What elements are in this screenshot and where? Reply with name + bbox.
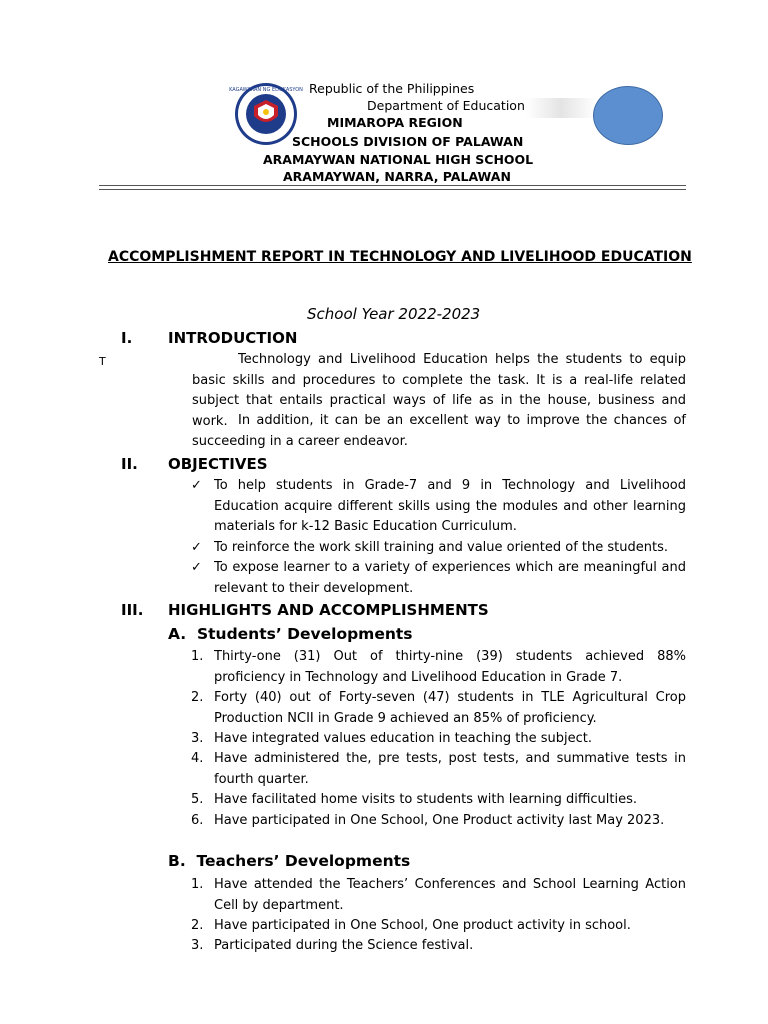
checkmark-icon: ✓ xyxy=(191,478,202,493)
header-republic: Republic of the Philippines xyxy=(309,81,475,96)
list-number: 2. xyxy=(191,690,204,705)
student-development-item: Have facilitated home visits to students with learning difficulties. xyxy=(214,792,638,807)
header-division: SCHOOLS DIVISION OF PALAWAN xyxy=(292,134,524,149)
section-title-introduction: INTRODUCTION xyxy=(168,329,298,347)
objective-item: To reinforce the work skill training and value oriented of the students. xyxy=(214,540,669,555)
section-number: III. xyxy=(121,601,144,619)
header-rule-thick xyxy=(99,185,686,186)
list-number: 5. xyxy=(191,792,204,807)
header-smudge xyxy=(526,98,596,118)
list-number: 1. xyxy=(191,877,204,892)
header-rule-thin xyxy=(99,189,686,190)
report-title: ACCOMPLISHMENT REPORT IN TECHNOLOGY AND LIVELIHOOD EDUCATION xyxy=(108,249,692,265)
section-number: I. xyxy=(121,329,133,347)
student-development-item: Have participated in One School, One Product activity last May 2023. xyxy=(214,813,665,828)
section-number: II. xyxy=(121,455,138,473)
teacher-development-item: Participated during the Science festival. xyxy=(214,938,474,953)
school-year: School Year 2022-2023 xyxy=(307,305,481,323)
header-school: ARAMAYWAN NATIONAL HIGH SCHOOL xyxy=(263,152,534,167)
list-number: 6. xyxy=(191,813,204,828)
section-title-highlights: HIGHLIGHTS AND ACCOMPLISHMENTS xyxy=(168,601,489,619)
objective-item: To help students in Grade-7 and 9 in Technology and Livelihood Education acquire different skills using the modules and other learning materials for k-12 Basic Education Curriculum. xyxy=(214,478,686,534)
student-development-item: Forty (40) out of Forty-seven (47) students in TLE Agricultural Crop Production NCII in Grade 9 achieved an 85% of proficiency. xyxy=(214,690,686,726)
intro-paragraph-1: Technology and Livelihood Education helps the students to equip basic skills and procedures to complete the task. It is a real-life related subject that entails practical ways of life as in the house, business and work. xyxy=(192,352,686,429)
student-development-item: Thirty-one (31) Out of thirty-nine (39) students achieved 88% proficiency in Technology and Livelihood Education in Grade 7. xyxy=(214,649,686,685)
svg-text:KAGAWARAN NG EDUKASYON: KAGAWARAN NG EDUKASYON xyxy=(229,87,303,93)
school-logo-placeholder xyxy=(593,86,663,145)
teacher-development-item: Have attended the Teachers’ Conferences and School Learning Action Cell by department. xyxy=(214,877,686,913)
section-title-objectives: OBJECTIVES xyxy=(168,455,268,473)
checkmark-icon: ✓ xyxy=(191,560,202,575)
header-region: MIMAROPA REGION xyxy=(327,115,463,130)
checkmark-icon: ✓ xyxy=(191,540,202,555)
header-department: Department of Education xyxy=(367,98,525,113)
list-number: 3. xyxy=(191,731,204,746)
list-number: 3. xyxy=(191,938,204,953)
deped-seal xyxy=(229,82,303,146)
objective-item: To expose learner to a variety of experiences which are meaningful and relevant to their development. xyxy=(214,560,686,596)
student-development-item: Have integrated values education in teaching the subject. xyxy=(214,731,592,746)
list-number: 1. xyxy=(191,649,204,664)
student-development-item: Have administered the, pre tests, post tests, and summative tests in fourth quarter. xyxy=(214,751,686,787)
header-address: ARAMAYWAN, NARRA, PALAWAN xyxy=(283,169,511,184)
intro-paragraph-2: In addition, it can be an excellent way to improve the chances of succeeding in a career endeavor. xyxy=(192,413,686,449)
list-number: 4. xyxy=(191,751,204,766)
list-number: 2. xyxy=(191,918,204,933)
subsection-title-students: A. Students’ Developments xyxy=(168,625,413,643)
teacher-development-item: Have participated in One School, One product activity in school. xyxy=(214,918,631,933)
stray-letter: T xyxy=(99,355,106,368)
subsection-title-teachers: B. Teachers’ Developments xyxy=(168,852,411,870)
